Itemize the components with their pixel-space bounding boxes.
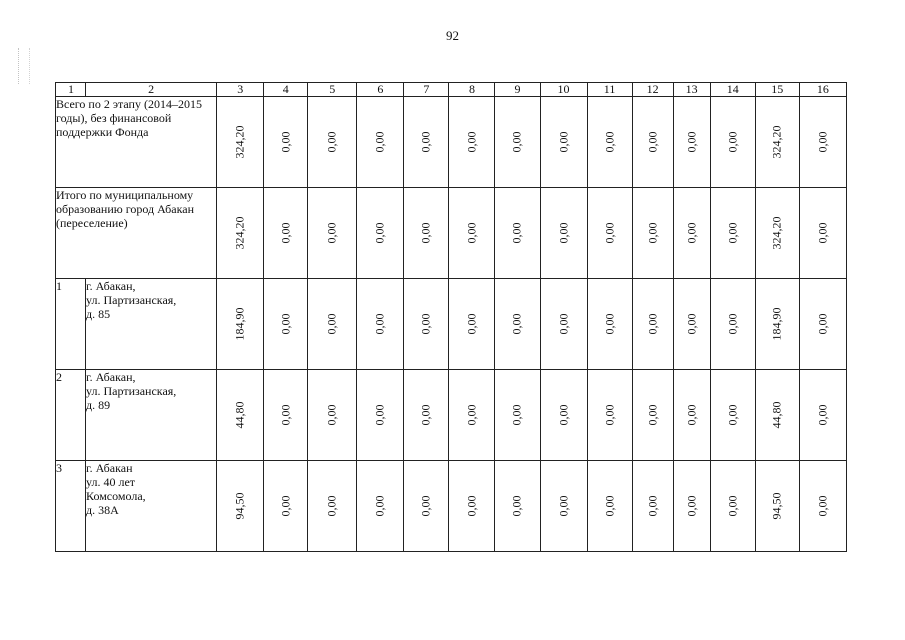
column-number-header: 1 [56,83,86,97]
value-text: 0,00 [324,131,339,153]
value-text: 0,00 [464,222,479,244]
value-text: 0,00 [324,495,339,517]
value-text: 0,00 [556,222,571,244]
value-text: 0,00 [556,495,571,517]
value-text: 0,00 [418,313,433,335]
column-number-header: 10 [540,83,587,97]
value-cell [632,370,673,461]
value-text: 0,00 [372,404,387,426]
value-text: 0,00 [464,495,479,517]
value-cell [404,461,449,552]
value-text: 0,00 [602,131,617,153]
column-number-header: 3 [217,83,264,97]
table-row [56,97,847,188]
value-cell [495,279,540,370]
column-number-header: 9 [495,83,540,97]
value-cell [404,97,449,188]
data-table [55,82,847,552]
value-cell [710,188,755,279]
value-cell [587,188,632,279]
column-number-header: 7 [404,83,449,97]
value-text: 44,80 [769,401,784,429]
value-cell [540,97,587,188]
value-text: 0,00 [725,222,740,244]
value-text: 0,00 [418,495,433,517]
value-text: 94,50 [769,492,784,520]
value-cell [449,370,495,461]
value-text: 0,00 [278,222,293,244]
row-description-cell: Итого по муниципальному образованию город Абакан (переселение) [56,188,217,279]
value-cell [308,188,357,279]
value-cell [357,370,404,461]
table-row [56,461,847,552]
value-cell [632,188,673,279]
value-cell [357,279,404,370]
value-cell [495,188,540,279]
row-number-cell: 3 [56,461,86,552]
value-cell [755,461,799,552]
row-number-cell: 1 [56,279,86,370]
value-text: 0,00 [725,313,740,335]
value-text: 0,00 [372,313,387,335]
value-cell [587,97,632,188]
value-cell [755,370,799,461]
column-number-header: 4 [264,83,308,97]
value-text: 184,90 [232,307,247,341]
value-cell [495,461,540,552]
value-text: 0,00 [278,495,293,517]
value-cell [404,188,449,279]
value-cell [217,279,264,370]
value-text: 0,00 [509,131,524,153]
value-cell [799,461,846,552]
value-cell [449,461,495,552]
value-cell [449,188,495,279]
value-text: 0,00 [464,313,479,335]
value-text: 0,00 [509,313,524,335]
value-cell [264,279,308,370]
value-text: 0,00 [278,313,293,335]
value-cell [799,97,846,188]
value-cell [540,370,587,461]
value-text: 0,00 [509,495,524,517]
value-cell [357,461,404,552]
value-text: 0,00 [815,222,830,244]
value-text: 0,00 [509,404,524,426]
value-cell [755,188,799,279]
value-cell [587,370,632,461]
value-text: 0,00 [684,495,699,517]
value-text: 0,00 [464,404,479,426]
value-text: 0,00 [602,495,617,517]
value-cell [308,97,357,188]
value-cell [404,370,449,461]
value-cell [632,461,673,552]
value-text: 0,00 [556,313,571,335]
value-text: 44,80 [232,401,247,429]
value-text: 0,00 [645,404,660,426]
value-cell [710,279,755,370]
value-text: 324,20 [232,216,247,250]
value-text: 0,00 [372,222,387,244]
value-text: 94,50 [232,492,247,520]
row-description-cell: Всего по 2 этапу (2014–2015 годы), без финансовой поддержки Фонда [56,97,217,188]
value-cell [404,279,449,370]
value-text: 0,00 [815,131,830,153]
value-text: 0,00 [815,495,830,517]
page-number: 92 [446,28,459,43]
value-cell [357,188,404,279]
value-text: 0,00 [556,404,571,426]
value-text: 0,00 [372,131,387,153]
value-text: 0,00 [324,222,339,244]
value-cell [673,279,710,370]
column-number-header: 13 [673,83,710,97]
value-text: 324,20 [769,125,784,159]
column-number-header: 8 [449,83,495,97]
value-cell [540,188,587,279]
value-text: 0,00 [278,404,293,426]
value-cell [587,279,632,370]
value-cell [217,97,264,188]
row-description-cell: г. Абакан, ул. Партизанская, д. 85 [86,279,217,370]
value-cell [799,370,846,461]
row-description-cell: г. Абакан, ул. Партизанская, д. 89 [86,370,217,461]
row-description-cell: г. Абакан ул. 40 лет Комсомола, д. 38А [86,461,217,552]
value-cell [217,188,264,279]
value-text: 0,00 [645,222,660,244]
value-text: 0,00 [645,131,660,153]
value-cell [540,461,587,552]
table-row [56,370,847,461]
table-row [56,279,847,370]
value-cell [308,370,357,461]
value-cell [755,97,799,188]
value-cell [308,461,357,552]
value-cell [217,370,264,461]
column-number-header: 15 [755,83,799,97]
value-text: 0,00 [725,404,740,426]
value-text: 184,90 [769,307,784,341]
value-text: 324,20 [769,216,784,250]
value-cell [357,97,404,188]
value-cell [673,370,710,461]
value-cell [540,279,587,370]
value-text: 0,00 [684,404,699,426]
value-text: 0,00 [725,495,740,517]
column-number-header: 5 [308,83,357,97]
value-text: 0,00 [418,222,433,244]
value-cell [632,279,673,370]
value-text: 0,00 [815,404,830,426]
value-cell [217,461,264,552]
value-cell [632,97,673,188]
column-number-header: 12 [632,83,673,97]
column-number-header: 6 [357,83,404,97]
value-text: 0,00 [509,222,524,244]
value-cell [710,97,755,188]
value-text: 0,00 [602,222,617,244]
value-text: 0,00 [684,131,699,153]
value-cell [308,279,357,370]
column-number-header: 14 [710,83,755,97]
value-cell [673,461,710,552]
table-row [56,188,847,279]
value-text: 0,00 [602,404,617,426]
value-text: 0,00 [464,131,479,153]
value-cell [799,188,846,279]
value-text: 0,00 [602,313,617,335]
value-cell [449,279,495,370]
value-cell [264,370,308,461]
value-cell [710,461,755,552]
value-cell [799,279,846,370]
value-text: 0,00 [418,131,433,153]
column-number-row [56,83,847,97]
value-cell [449,97,495,188]
value-cell [495,97,540,188]
value-text: 0,00 [324,313,339,335]
value-text: 0,00 [372,495,387,517]
value-text: 0,00 [815,313,830,335]
value-text: 0,00 [556,131,571,153]
value-cell [587,461,632,552]
value-text: 0,00 [278,131,293,153]
value-text: 0,00 [725,131,740,153]
value-text: 324,20 [232,125,247,159]
value-text: 0,00 [684,313,699,335]
value-text: 0,00 [645,495,660,517]
column-number-header: 16 [799,83,846,97]
value-cell [755,279,799,370]
value-text: 0,00 [684,222,699,244]
scan-margin-mark [18,48,30,84]
column-number-header: 2 [86,83,217,97]
value-cell [264,188,308,279]
value-cell [673,188,710,279]
value-cell [495,370,540,461]
value-text: 0,00 [645,313,660,335]
value-text: 0,00 [418,404,433,426]
value-text: 0,00 [324,404,339,426]
value-cell [673,97,710,188]
row-number-cell: 2 [56,370,86,461]
value-cell [264,97,308,188]
value-cell [264,461,308,552]
value-cell [710,370,755,461]
column-number-header: 11 [587,83,632,97]
